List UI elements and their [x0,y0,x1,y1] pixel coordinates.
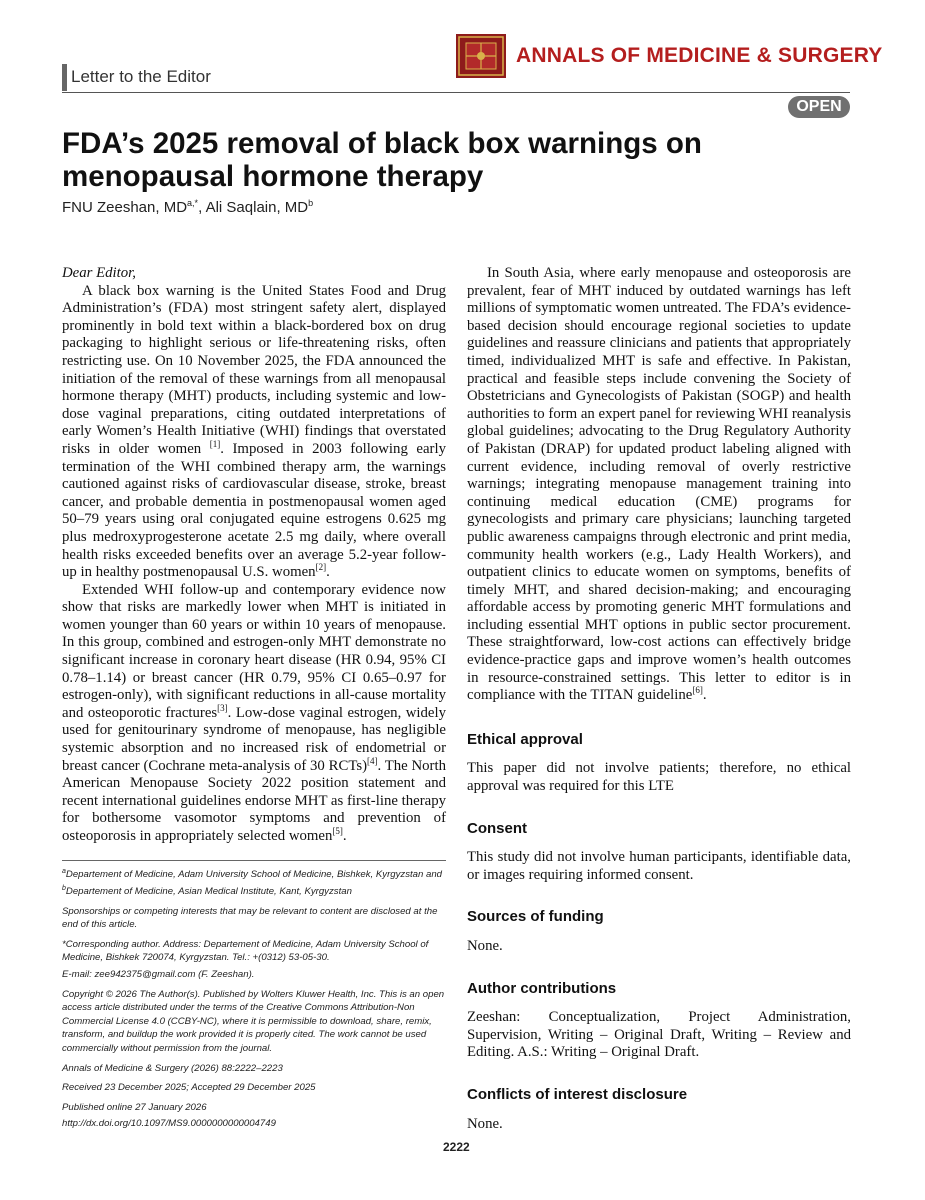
section-accent-bar [62,64,67,91]
author-separator: , [198,199,206,216]
paragraph-text: In South Asia, where early menopause and osteoporosis are prevalent, fear of MHT induced by outdated warnings has left millions of symptomatic women untreated. The FDA’s evidence-based decision should encourage regional societies to update guidelines and reassure clinicians and patients that appropriately timed, individualized MHT is safe and effective. In Pakistan, practical and feasible steps include convening the Society of Obstetricians and Gynecologists of Pakistan (SOGP) and health authorities to form an expert panel for reviewing WHI reanalysis global guidelines; advocating to the Drug Regulatory Authority of Pakistan (DRAP) for updated product labeling aligned with current evidence, including removal of overly restrictive warnings; integrating menopause management training into continuing medical education (CME) programs for gynecologists and primary care physicians; launching targeted public awareness campaigns through electronic and print media, community health workers (e.g., Lady Health Workers), and outpatient clinics to educate women on symptoms, benefits of timely MHT, and shared decision-making; and encouraging affordable access by promoting generic MHT formulations and including essential MHT options in public sector procurement. These straightforward, low-cost actions can effectively bridge evidence-practice gaps and improve women’s health outcomes in resource-constrained settings. This letter to editor is in compliance with the TITAN guideline [467,265,851,704]
journal-name: ANNALS OF MEDICINE & SURGERY [516,44,883,67]
author-affiliation-marker: a,* [187,198,199,208]
left-column [62,265,446,846]
section-body: None. [467,1115,503,1132]
affiliation-marker: a [62,868,66,875]
section-heading: Conflicts of interest disclosure [467,1085,688,1103]
article-title: FDA’s 2025 removal of black box warnings on menopausal hormone therapy [62,127,702,193]
copyright-note: Copyright © 2026 The Author(s). Published by Wolters Kluwer Health, Inc. This is an open access article distributed under the terms of the Creative Commons Attribution-Non Commercial License 4.0 (CCBY-NC), where it is permissible to download, share, remix, transform, and buildup the work provided it is properly cited. The work cannot be used commercially without permission from the journal. [62,988,445,1054]
received-accepted-dates: Received 23 December 2025; Accepted 29 December 2025 [62,1082,316,1094]
footnotes [62,865,446,1137]
section-heading: Author contributions [467,979,617,997]
section-body: This paper did not involve patients; therefore, no ethical approval was required for this LTE [467,760,851,795]
page-number: 2222 [443,1140,470,1154]
author-list [62,198,313,216]
affiliation-marker: b [62,884,66,892]
section-funding [467,908,851,955]
paragraph-text: . [702,687,707,704]
reference-marker[interactable]: [5] [332,826,343,837]
section-body: Zeeshan: Conceptualization, Project Administration, Supervision, Writing – Original Draft, Writing – Review and Editing. A.S.: Writing – Original Draft. [467,1009,851,1061]
reference-marker[interactable]: [4] [367,755,378,766]
sponsorship-note: Sponsorships or competing interests that may be relevant to content are disclosed at the end of this article. [62,905,438,931]
published-date: Published online 27 January 2026 [62,1101,207,1113]
article-type-label: Letter to the Editor [71,67,211,86]
section-heading: Consent [467,819,527,837]
salutation: Dear Editor, [62,265,136,281]
paragraph-text: Extended WHI follow-up and contemporary evidence now show that risks are markedly lower when MHT is initiated in women younger than 60 years or within 10 years of menopause. In this group, combined and estrogen-only MHT demonstrate no significant increase in coronary heart disease (HR 0.94, 95% CI 0.78–1.14) or breast cancer (HR 0.79, 95% CI 0.65–0.97 for estrogen-only), with significant reductions in all-cause mortality and osteoporotic fractures [62,581,446,721]
paragraph-text: . [342,828,347,844]
reference-marker[interactable]: [6] [692,685,703,696]
footnote-divider [62,860,446,861]
section-author-contributions [467,980,851,1062]
author-name: Ali Saqlain, MD [205,199,309,216]
paragraph-text: A black box warning is the United States Food and Drug Administration’s (FDA) most stringent safety alert, displayed prominently in bold text within a black-bordered box on drug packaging to highlight serious or life-threatening risks, often restricting use. On 10 November 2025, the FDA announced the initiation of the removal of these warnings from all menopausal hormone therapy (MHT) products, including systemic and low-dose vaginal preparations, citing outdated interpretations of early Women’s Health Initiative (WHI) findings that overstated risks in older women [62,282,446,457]
body-paragraph [62,582,446,846]
body-paragraph [467,265,851,705]
author-affiliation-marker: b [308,198,314,208]
paragraph-text: . Low-dose vaginal estrogen, widely used for genitourinary syndrome of menopause, has negligible systemic absorption and no increased risk of endometrial or breast cancer (Cochrane meta-analysis of 30 RCTs) [62,704,446,774]
affiliation-text: Departement of Medicine, Adam University School of Medicine, Bishkek, Kyrgyzstan and [65,869,443,881]
right-column [467,265,851,1133]
paragraph-text: . Imposed in 2003 following early termination of the WHI combined therapy arm, the warnings cautioned against risks of cardiovascular disease, stroke, breast cancer, and probable dementia in postmenopausal women aged 50–79 years using oral conjugated equine estrogens 0.625 mg plus medroxyprogesterone acetate 2.5 mg daily, where overall health risks exceeded benefits over an average 5.2-year follow-up in healthy postmenopausal U.S. women [62,440,446,581]
section-heading: Sources of funding [467,908,604,926]
section-heading: Ethical approval [467,730,583,748]
section-conflicts [467,1086,851,1133]
doi-link[interactable]: http://dx.doi.org/10.1097/MS9.0000000000004749 [62,1118,276,1130]
journal-citation: Annals of Medicine & Surgery (2026) 88:2222–2223 [62,1062,283,1074]
reference-marker[interactable]: [2] [315,562,327,573]
body-paragraph [62,283,446,582]
reference-marker[interactable]: [3] [217,702,228,713]
section-body: None. [467,938,503,954]
author-name: FNU Zeeshan, MD [62,199,188,216]
corresponding-email[interactable]: E-mail: zee942375@gmail.com (F. Zeeshan). [62,968,255,980]
section-body: This study did not involve human participants, identifiable data, or images requiring informed consent. [467,849,851,883]
section-ethical-approval [467,731,851,796]
paragraph-text: . [326,564,330,581]
open-access-badge: OPEN [788,96,850,118]
paragraph-text: . The North American Menopause Society 2022 position statement and recent international guidelines endorse MHT as first-line therapy for bothersome vasomotor symptoms and prevention of osteoporosis in appropriately selected women [62,757,446,844]
section-consent [467,820,851,885]
reference-marker[interactable]: [1] [209,439,221,450]
affiliations [62,865,446,899]
affiliation-text: Departement of Medicine, Asian Medical Institute, Kant, Kyrgyzstan [65,885,352,897]
corresponding-author-note: *Corresponding author. Address: Departement of Medicine, Adam University School of Medicine, Bishkek 720074, Kyrgyzstan. Tel.: +(0312) 53-05-30. [62,938,429,964]
